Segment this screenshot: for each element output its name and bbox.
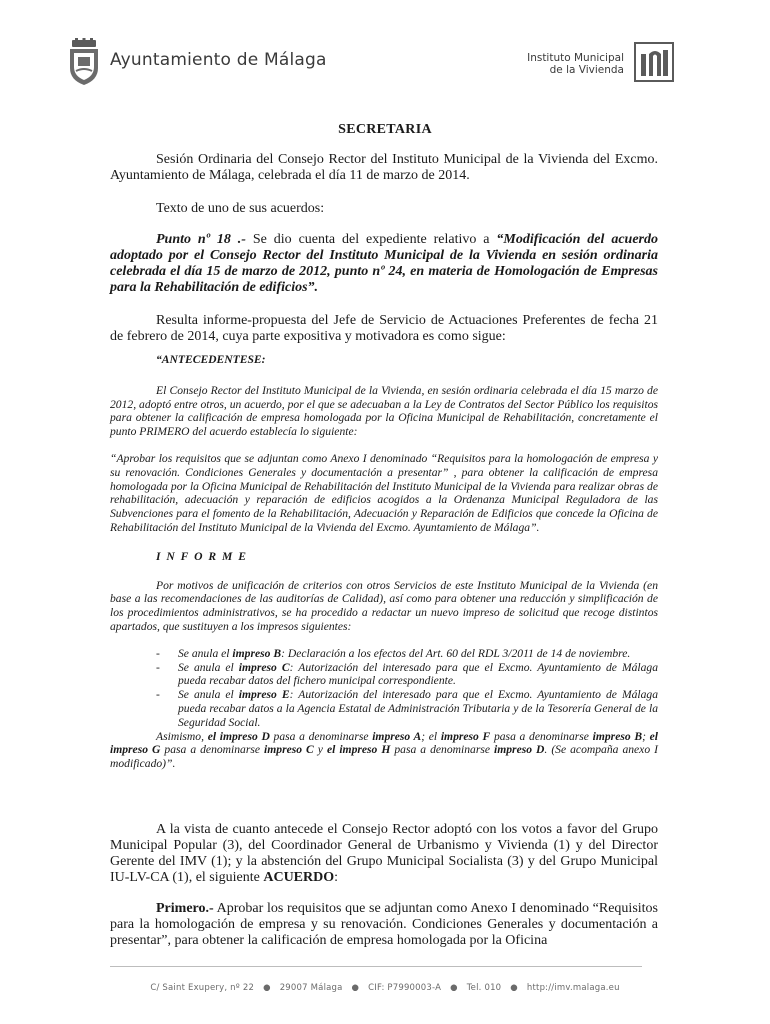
footer-divider xyxy=(110,966,642,967)
list-item: - Se anula el impreso E: Autorización del interesado para que el Excmo. Ayuntamiento de Málaga pueda recabar datos a la Agencia Estatal de Administración Tributaria y de la Tesorería General de la Seguridad Social. xyxy=(156,688,659,729)
letterhead xyxy=(66,38,674,88)
document-body xyxy=(110,152,658,345)
footer-cif: CIF: P7990003-A xyxy=(368,983,442,993)
footer-postal: 29007 Málaga xyxy=(279,983,343,993)
antecedentes-paragraph-2: “Aprobar los requisitos que se adjuntan como Anexo I denominado “Requisitos para la homologación de empresa y su renovación. Condiciones Generales y documentación a presentar” , para obtener la calificación de empresa homologada por la Oficina Municipal de Rehabilitación del Instituto Municipal de la Vivienda para realizar obras de rehabilitación, adecuación y reparación de edificios acogidos a la Ordenanza Municipal Reguladora de las Subvenciones para el fomento de la Rehabilitación, Adecuación y Reparación de Edificios que concede la Oficina de Rehabilitación del Instituto Municipal de la Vivienda del Excmo. Ayuntamiento de Málaga”. xyxy=(110,451,658,534)
punto-paragraph xyxy=(110,232,658,296)
informe-propuesta-paragraph: Resulta informe-propuesta del Jefe de Servicio de Actuaciones Preferentes de fecha 21 de febrero de 2014, cuya parte expositiva y motivadora es como sigue: xyxy=(110,313,658,344)
vista-paragraph: A la vista de cuanto antecede el Consejo Rector adoptó con los votos a favor del Grupo Municipal Popular (3), del Coordinador General de Urbanismo y Vivienda (1) y del Director Gerente del IMV (1); y la abstención del Grupo Municipal Socialista (3) y del Grupo Municipal IU-LV-CA (1), el siguiente ACUERDO: xyxy=(110,822,658,885)
footer-website: http://imv.malaga.eu xyxy=(526,983,620,993)
annulled-forms-list xyxy=(110,647,658,730)
footer-separator: ● xyxy=(510,983,518,993)
antecedentes-heading: “ANTECEDENTESE: xyxy=(156,353,266,366)
imv-name-line2: de la Vivienda xyxy=(549,64,624,76)
document-title: SECRETARIA xyxy=(338,122,432,137)
informe-heading: I N F O R M E xyxy=(156,549,248,563)
punto-text: Se dio cuenta del expediente relativo a xyxy=(245,232,497,247)
footer xyxy=(0,983,770,993)
organization-name: Ayuntamiento de Málaga xyxy=(110,50,327,70)
antecedentes-paragraph-1: El Consejo Rector del Instituto Municipal de la Vivienda, en sesión ordinaria celebrada el día 15 marzo de 2012, adoptó entre otros, un acuerdo, por el que se adecuaban a la Ley de Contratos del Sector Público los requisitos para obtener la calificación de empresa homologada por la Oficina Municipal de Rehabilitación, concretamente el punto PRIMERO del acuerdo establecía lo siguiente: xyxy=(110,383,658,439)
primero-paragraph: Primero.- Aprobar los requisitos que se adjuntan como Anexo I denominado “Requisitos para la homologación de empresa y su renovación. Condiciones Generales y documentación a presentar”, para obtener la calificación de empresa homologada por la Oficina xyxy=(110,901,658,948)
footer-separator: ● xyxy=(263,983,271,993)
intro-paragraph: Texto de uno de sus acuerdos: xyxy=(156,201,325,216)
imv-name xyxy=(527,52,624,76)
footer-address: C/ Saint Exupery, nº 22 xyxy=(150,983,255,993)
acuerdo-section xyxy=(110,822,658,949)
imv-logo-icon xyxy=(634,42,674,82)
footer-separator: ● xyxy=(450,983,458,993)
session-paragraph: Sesión Ordinaria del Consejo Rector del Instituto Municipal de la Vivienda del Excmo. Ayuntamiento de Málaga, celebrada el día 11 de marzo de 2014. xyxy=(110,152,658,183)
punto-label: Punto nº 18 .- xyxy=(156,232,246,247)
imv-name-line1: Instituto Municipal xyxy=(527,52,624,64)
footer-phone: Tel. 010 xyxy=(466,983,502,993)
footer-separator: ● xyxy=(351,983,360,993)
list-item: - Se anula el impreso C: Autorización del interesado para que el Excmo. Ayuntamiento de Málaga pueda recabar datos del fichero municipal correspondiente. xyxy=(156,660,659,688)
punto-subject: “Modificación del acuerdo adoptado por el Consejo Rector del Instituto Municipal de la Vivienda en sesión ordinaria celebrada el día 15 de marzo de 2012, punto nº 24, en materia de Homologación de Empresas para la Rehabilitación de edificios”. xyxy=(110,232,658,295)
list-item: - Se anula el impreso B: Declaración a los efectos del Art. 60 del RDL 3/2011 de 14 de noviembre. xyxy=(156,646,631,660)
asimismo-paragraph: Asimismo, el impreso D pasa a denominarse impreso A; el impreso F pasa a denominarse impreso B; el impreso G pasa a denominarse impreso C y el impreso H pasa a denominarse impreso D. (Se acompaña anexo I modificado)”. xyxy=(110,729,659,771)
informe-paragraph: Por motivos de unificación de criterios con otros Servicios de este Instituto Municipal de la Vivienda (en base a las recomendaciones de las auditorías de Calidad), así como para obtener una reducción y simplificación de los procedimientos administrativos, se ha procedido a redactar un nuevo impreso de solicitud que recoge distintos apartados, que sustituyen a los impresos siguientes: xyxy=(110,578,658,633)
city-coat-of-arms-icon xyxy=(66,38,102,86)
antecedentes-section xyxy=(110,353,658,771)
